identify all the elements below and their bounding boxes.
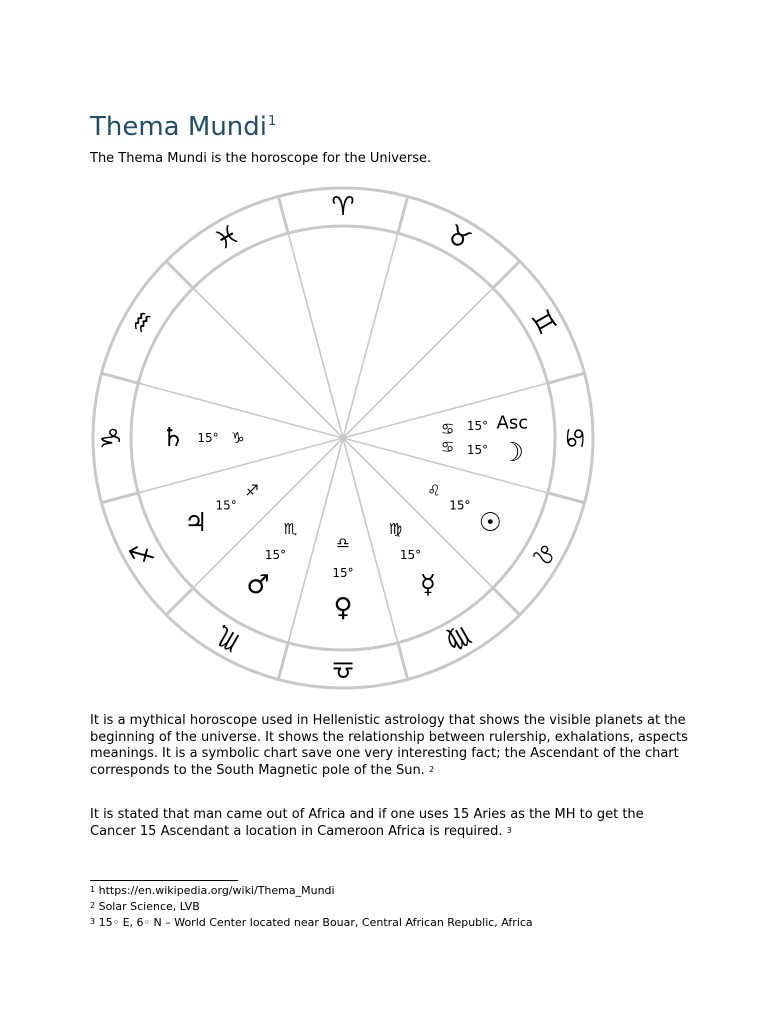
house-divider — [343, 288, 493, 438]
cusp-tick — [548, 373, 585, 383]
placement-degree: 15° — [449, 498, 471, 513]
placement-sign-glyph: ♍ — [388, 519, 403, 538]
cusp-tick — [548, 493, 585, 503]
placement-degree: 15° — [215, 498, 237, 513]
footnote-2-mark: 2 — [90, 901, 96, 910]
placement-sign-glyph: ♏ — [283, 519, 298, 538]
page-title — [90, 112, 276, 142]
paragraph-2-text: It is stated that man came out of Africa and if one uses 15 Aries as the MH to get the Cancer 15 Ascendant a location in Cameroon Africa is required. — [90, 807, 644, 839]
cusp-tick — [166, 588, 193, 615]
planet-glyph: ☽ — [500, 437, 525, 468]
zodiac-sign-glyph: ♌ — [524, 535, 562, 572]
placement-degree: 15° — [466, 419, 489, 434]
footnote-1 — [90, 884, 335, 898]
zodiac-sign-glyph: ♒ — [124, 304, 162, 341]
title-text: Thema Mundi — [90, 112, 267, 142]
paragraph-2 — [90, 807, 690, 840]
planet-glyph: ♀ — [333, 593, 353, 623]
thema-mundi-wheel — [90, 182, 602, 700]
paragraph-1 — [90, 713, 690, 779]
placement-degree: 15° — [399, 547, 422, 562]
footnote-1-mark: 1 — [90, 885, 96, 894]
house-divider — [193, 288, 343, 438]
cusp-tick — [102, 373, 139, 383]
cusp-tick — [493, 588, 520, 615]
placement-degree: 15° — [332, 566, 354, 580]
zodiac-sign-glyph: ♊ — [524, 304, 562, 341]
placement-degree: 15° — [197, 431, 219, 445]
house-divider — [193, 438, 343, 588]
zodiac-sign-glyph: ♈ — [331, 192, 355, 222]
house-divider — [343, 438, 493, 588]
zodiac-sign-glyph: ♏ — [209, 619, 246, 657]
zodiac-sign-glyph: ♉ — [440, 219, 477, 257]
placement-sign-glyph: ♐ — [245, 481, 259, 500]
footnote-ref-1[interactable]: 1 — [268, 114, 277, 129]
placement-degree: 15° — [264, 547, 287, 562]
cusp-tick — [278, 643, 288, 680]
zodiac-sign-glyph: ♎ — [331, 654, 355, 684]
cusp-tick — [398, 643, 408, 680]
footnote-ref-3[interactable]: 3 — [506, 825, 512, 835]
footnote-ref-2[interactable]: 2 — [428, 764, 435, 774]
cusp-tick — [493, 261, 520, 288]
footnote-3-text: 15◦ E, 6◦ N – World Center located near Bouar, Central African Republic, Africa — [98, 916, 533, 929]
house-divider — [343, 233, 398, 438]
zodiac-sign-glyph: ♍ — [440, 619, 477, 657]
footnote-2-text: Solar Science, LVB — [98, 900, 200, 913]
cusp-tick — [278, 197, 288, 234]
footnote-3-mark: 3 — [90, 917, 96, 926]
planet-glyph: ☉ — [478, 508, 502, 538]
footnote-3 — [90, 916, 533, 930]
planet-glyph: ♃ — [184, 508, 208, 538]
intro-text: The Thema Mundi is the horoscope for the Universe. — [90, 151, 432, 166]
planet-glyph: ☿ — [420, 570, 436, 601]
paragraph-1-text: It is a mythical horoscope used in Hellenistic astrology that shows the visible planets at the beginning of the universe. It shows the relationship between rulership, exhalations, aspects meanings. It is a symbolic chart save one very interesting fact; the Ascendant of the chart corresponds to the South Magnetic pole of the Sun. — [90, 713, 688, 778]
zodiac-sign-glyph: ♐ — [124, 535, 162, 572]
footnote-1-link[interactable]: https://en.wikipedia.org/wiki/Thema_Mundi — [98, 884, 335, 897]
cusp-tick — [102, 493, 139, 503]
placement-sign-glyph: ♋ — [440, 438, 455, 457]
zodiac-sign-glyph: ♑ — [97, 426, 127, 450]
planet-glyph: ♂ — [246, 570, 270, 601]
planet-glyph: Asc — [496, 412, 529, 434]
placement-degree: 15° — [466, 442, 489, 457]
footnote-2 — [90, 900, 200, 914]
zodiac-sign-glyph: ♋ — [559, 426, 589, 450]
planet-glyph: ♄ — [161, 423, 185, 453]
footnote-separator — [90, 880, 238, 881]
placement-sign-glyph: ♋ — [440, 419, 455, 438]
house-divider — [288, 233, 343, 438]
cusp-tick — [166, 261, 193, 288]
cusp-tick — [398, 197, 408, 234]
zodiac-sign-glyph: ♓ — [209, 219, 246, 257]
placement-sign-glyph: ♑ — [231, 429, 245, 447]
placement-sign-glyph: ♎ — [336, 534, 350, 552]
placement-sign-glyph: ♌ — [427, 481, 441, 500]
